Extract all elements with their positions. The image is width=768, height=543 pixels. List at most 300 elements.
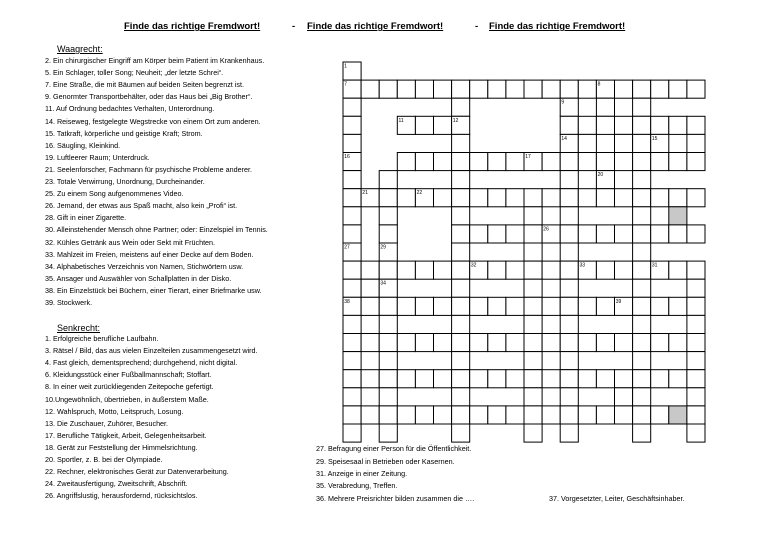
grid-cell[interactable] [524, 370, 542, 388]
grid-cell[interactable] [470, 225, 488, 243]
grid-cell[interactable] [524, 225, 542, 243]
grid-cell[interactable] [524, 243, 542, 261]
grid-cell[interactable] [524, 261, 542, 279]
grid-number: 32 [470, 262, 477, 269]
clue-item: 22. Rechner, elektronisches Gerät zur Datenverarbeitung. [45, 467, 229, 477]
grid-cell[interactable] [415, 406, 433, 424]
grid-cell[interactable] [361, 80, 379, 98]
clue-item: 4. Fast gleich, dementsprechend; durchgehend, nicht digital. [45, 358, 238, 368]
grid-cell[interactable] [343, 388, 361, 406]
grid-cell[interactable] [470, 153, 488, 171]
grid-cell[interactable] [397, 153, 415, 171]
clue-item: 21. Seelenforscher, Fachmann für psychische Probleme anderer. [45, 164, 252, 174]
grid-cell[interactable] [633, 134, 651, 152]
grid-cell[interactable] [687, 315, 705, 333]
grid-cell[interactable] [452, 334, 470, 352]
grid-cell[interactable] [488, 225, 506, 243]
grid-cell[interactable] [560, 261, 578, 279]
clue-item: 19. Luftleerer Raum; Unterdruck. [45, 152, 150, 162]
grid-cell[interactable] [578, 189, 596, 207]
grid-cell[interactable] [633, 261, 651, 279]
grid-cell[interactable] [669, 116, 687, 134]
grid-cell[interactable] [687, 279, 705, 297]
grid-cell[interactable] [506, 189, 524, 207]
grid-cell[interactable] [524, 80, 542, 98]
clue-item: 1. Erfolgreiche berufliche Laufbahn. [45, 334, 159, 343]
grid-number: 1 [344, 63, 347, 70]
grid-cell[interactable] [397, 370, 415, 388]
clue-item: 14. Reiseweg, festgelegte Wegstrecke von einem Ort zum anderen. [45, 116, 261, 126]
clue-item: 13. Die Zuschauer, Zuhörer, Besucher. [45, 418, 169, 428]
grid-cell[interactable] [343, 334, 361, 352]
grid-cell[interactable] [452, 352, 470, 370]
grid-cell[interactable] [343, 189, 361, 207]
grid-cell[interactable] [651, 225, 669, 243]
grid-cell[interactable] [524, 406, 542, 424]
grid-cell[interactable] [560, 352, 578, 370]
grid-cell[interactable] [578, 153, 596, 171]
grid-cell[interactable] [452, 279, 470, 297]
grid-cell[interactable] [651, 153, 669, 171]
grid-cell[interactable] [434, 261, 452, 279]
grid-cell[interactable] [651, 406, 669, 424]
grid-cell[interactable] [506, 225, 524, 243]
grid-cell[interactable] [687, 370, 705, 388]
grid-cell[interactable] [669, 225, 687, 243]
grid-cell[interactable] [361, 334, 379, 352]
grid-cell[interactable] [452, 315, 470, 333]
grid-cell[interactable] [578, 406, 596, 424]
grid-cell[interactable] [379, 80, 397, 98]
grid-cell[interactable] [470, 406, 488, 424]
grid-cell[interactable] [633, 171, 651, 189]
grid-cell[interactable] [506, 297, 524, 315]
grid-cell[interactable] [434, 116, 452, 134]
grid-cell[interactable] [596, 98, 614, 116]
grid-cell[interactable] [415, 80, 433, 98]
grid-number: 26 [543, 226, 549, 233]
grid-cell[interactable] [687, 153, 705, 171]
grid-number: 22 [416, 190, 423, 197]
grid-cell[interactable] [488, 297, 506, 315]
grid-cell[interactable] [560, 370, 578, 388]
grid-cell[interactable] [633, 334, 651, 352]
grid-cell[interactable] [669, 80, 687, 98]
grid-cell[interactable] [687, 225, 705, 243]
grid-number: 38 [344, 298, 350, 305]
grid-cell[interactable] [615, 406, 633, 424]
grid-cell[interactable] [524, 424, 542, 442]
grid-cell[interactable] [615, 225, 633, 243]
grid-cell[interactable] [524, 279, 542, 297]
grid-cell[interactable] [379, 225, 397, 243]
clue-item: 35. Verabredung, Treffen. [316, 481, 398, 490]
grid-cell[interactable] [361, 370, 379, 388]
grid-cell[interactable] [578, 334, 596, 352]
grid-cell[interactable] [596, 116, 614, 134]
grid-cell[interactable] [379, 315, 397, 333]
grid-cell[interactable] [343, 315, 361, 333]
grid-cell[interactable] [415, 370, 433, 388]
grid-cell[interactable] [633, 98, 651, 116]
grid-cell[interactable] [452, 134, 470, 152]
grid-cell[interactable] [578, 370, 596, 388]
clue-item: 3. Rätsel / Bild, das aus vielen Einzelteilen zusammengesetzt wird. [45, 346, 258, 356]
grid-cell[interactable] [669, 261, 687, 279]
grid-cell[interactable] [560, 388, 578, 406]
grid-number: 33 [579, 262, 586, 269]
grid-cell[interactable] [379, 352, 397, 370]
grid-cell[interactable] [470, 80, 488, 98]
grid-cell[interactable] [343, 134, 361, 152]
grid-number: 29 [380, 244, 386, 251]
grid-cell[interactable] [687, 116, 705, 134]
grid-number: 31 [651, 262, 658, 269]
clue-item: 29. Speisesaal in Betrieben oder Kasernen. [316, 457, 455, 466]
grid-cell[interactable] [488, 334, 506, 352]
grid-cell[interactable] [542, 370, 560, 388]
grid-cell[interactable] [379, 406, 397, 424]
grid-cell[interactable] [452, 98, 470, 116]
grid-cell[interactable] [361, 261, 379, 279]
clue-item: 36. Mehrere Preisrichter bilden zusammen die …. [316, 494, 475, 503]
grid-cell[interactable] [669, 153, 687, 171]
clue-item: 24. Zweitausfertigung, Zweitschrift, Abschrift. [45, 479, 188, 489]
clue-item: 31. Anzeige in einer Zeitung. [316, 469, 408, 478]
grid-cell[interactable] [687, 261, 705, 279]
grid-cell[interactable] [560, 171, 578, 189]
grid-cell[interactable] [669, 370, 687, 388]
grid-cell[interactable] [343, 370, 361, 388]
grid-cell[interactable] [615, 388, 633, 406]
grid-cell[interactable] [542, 153, 560, 171]
grid-cell[interactable] [578, 225, 596, 243]
grid-cell[interactable] [669, 297, 687, 315]
grid-cell[interactable] [524, 297, 542, 315]
clue-item: 27. Befragung einer Person für die Öffentlichkeit. [316, 444, 472, 453]
grid-cell[interactable] [488, 261, 506, 279]
grid-cell[interactable] [470, 189, 488, 207]
grid-cell[interactable] [633, 279, 651, 297]
grid-cell[interactable] [470, 370, 488, 388]
grid-cell[interactable] [560, 116, 578, 134]
grid-cell[interactable] [633, 207, 651, 225]
grid-number: 20 [597, 172, 604, 179]
grid-cell[interactable] [542, 334, 560, 352]
grid-cell[interactable] [596, 370, 614, 388]
clue-item: 12. Wahlspruch, Motto, Leitspruch, Losung. [45, 406, 184, 416]
grid-cell[interactable] [343, 98, 361, 116]
grid-cell[interactable] [379, 334, 397, 352]
grid-cell[interactable] [687, 406, 705, 424]
grid-cell[interactable] [470, 297, 488, 315]
clue-item: 26. Angriffslustig, herausfordernd, rücksichtslos. [45, 491, 198, 501]
grid-number: 14 [561, 135, 567, 142]
grid-cell[interactable] [651, 370, 669, 388]
grid-cell[interactable] [542, 261, 560, 279]
grid-cell[interactable] [452, 424, 470, 442]
grid-cell[interactable] [379, 388, 397, 406]
grid-cell[interactable] [452, 243, 470, 261]
grid-cell[interactable] [560, 243, 578, 261]
grid-cell[interactable] [560, 424, 578, 442]
grid-cell[interactable] [452, 297, 470, 315]
clue-item: 32. Kühles Getränk aus Wein oder Sekt mit Früchten. [45, 237, 216, 247]
grid-cell[interactable] [452, 153, 470, 171]
grid-cell[interactable] [379, 261, 397, 279]
grid-cell[interactable] [542, 80, 560, 98]
grid-number: 17 [525, 154, 531, 160]
clue-item: 28. Gift in einer Zigarette. [45, 213, 127, 223]
grid-cell[interactable] [633, 189, 651, 207]
grid-cell[interactable] [633, 225, 651, 243]
grid-cell[interactable] [578, 297, 596, 315]
grid-cell[interactable] [578, 116, 596, 134]
grid-cell[interactable] [415, 297, 433, 315]
grid-cell[interactable] [633, 243, 651, 261]
clue-item: 37. Vorgesetzter, Leiter, Geschäftsinhaber. [549, 494, 685, 503]
grid-cell[interactable] [397, 297, 415, 315]
grid-cell[interactable] [542, 189, 560, 207]
grid-number: 15 [651, 135, 658, 142]
grid-cell[interactable] [415, 261, 433, 279]
grid-number: 12 [452, 117, 459, 124]
grid-cell[interactable] [397, 189, 415, 207]
grid-cell[interactable] [343, 406, 361, 424]
grid-cell[interactable] [687, 189, 705, 207]
down-heading: Senkrecht: [57, 323, 101, 333]
grid-cell[interactable] [596, 153, 614, 171]
grid-cell[interactable] [687, 388, 705, 406]
title-2: Finde das richtige Fremdwort! [307, 21, 444, 32]
title-separator-2: - [475, 21, 479, 32]
clue-item: 16. Säugling, Kleinkind. [45, 140, 121, 150]
grid-cell[interactable] [687, 80, 705, 98]
grid-cell[interactable] [560, 80, 578, 98]
grid-cell[interactable] [379, 370, 397, 388]
grid-cell[interactable] [633, 406, 651, 424]
clue-item: 2. Ein chirurgischer Eingriff am Körper beim Patient im Krankenhaus. [45, 56, 265, 65]
grid-cell[interactable] [687, 334, 705, 352]
clue-item: 30. Alleinstehender Mensch ohne Partner; oder: Einzelspiel im Tennis. [45, 225, 268, 235]
clue-item: 15. Tatkraft, körperliche und geistige Kraft; Strom. [45, 128, 203, 138]
grid-cell[interactable] [560, 189, 578, 207]
grid-cell[interactable] [615, 261, 633, 279]
grid-cell[interactable] [524, 352, 542, 370]
grid-cell[interactable] [651, 189, 669, 207]
grid-cell[interactable] [506, 334, 524, 352]
grid-cell[interactable] [434, 80, 452, 98]
grid-cell[interactable] [615, 189, 633, 207]
grid-cell[interactable] [615, 134, 633, 152]
grid-cell[interactable] [615, 370, 633, 388]
grid-cell[interactable] [343, 171, 361, 189]
grid-cell[interactable] [452, 370, 470, 388]
grid-cell[interactable] [379, 424, 397, 442]
grid-cell[interactable] [470, 334, 488, 352]
title-1: Finde das richtige Fremdwort! [124, 21, 261, 32]
grid-cell[interactable] [488, 189, 506, 207]
clue-item: 5. Ein Schlager, toller Song; Neuheit; „der letzte Schrei“. [45, 68, 224, 78]
grid-cell[interactable] [415, 334, 433, 352]
grid-cell[interactable] [633, 315, 651, 333]
grid-cell[interactable] [434, 406, 452, 424]
clue-item: 20. Sportler, z. B. bei der Olympiade. [45, 455, 163, 464]
grid-number: 21 [362, 190, 368, 197]
grid-cell[interactable] [343, 207, 361, 225]
grid-cell[interactable] [687, 297, 705, 315]
grid-cell[interactable] [379, 171, 397, 189]
grid-cell[interactable] [615, 153, 633, 171]
grid-number: 11 [398, 117, 404, 124]
grid-cell[interactable] [651, 334, 669, 352]
grid-cell[interactable] [506, 153, 524, 171]
grid-cell[interactable] [343, 424, 361, 442]
grid-cell[interactable] [524, 315, 542, 333]
grid-cell[interactable] [669, 334, 687, 352]
clue-item: 18. Gerät zur Feststellung der Himmelsrichtung. [45, 442, 198, 452]
title-3: Finde das richtige Fremdwort! [489, 21, 626, 32]
clue-item: 6. Kleidungsstück einer Fußballmannschaft; Stoffart. [45, 370, 212, 380]
grid-cell[interactable] [452, 207, 470, 225]
grid-cell[interactable] [343, 225, 361, 243]
grid-cell[interactable] [488, 153, 506, 171]
grid-cell[interactable] [596, 189, 614, 207]
title-separator-1: - [292, 21, 296, 32]
grid-cell[interactable] [596, 261, 614, 279]
grid-cell[interactable] [560, 207, 578, 225]
grid-cell[interactable] [651, 116, 669, 134]
grid-cell[interactable] [633, 370, 651, 388]
grid-cell[interactable] [452, 171, 470, 189]
grid-cell[interactable] [524, 189, 542, 207]
grid-cell[interactable] [687, 424, 705, 442]
grid-cell[interactable] [669, 189, 687, 207]
grid-number: 16 [344, 154, 350, 160]
grid-cell[interactable] [615, 116, 633, 134]
grid-cell[interactable] [687, 134, 705, 152]
grid-cell[interactable] [379, 297, 397, 315]
grid-cell[interactable] [560, 315, 578, 333]
clue-item: 38. Ein Einzelstück bei Büchern, einer Tierart, einer Briefmarke usw. [45, 285, 262, 295]
grid-cell[interactable] [434, 297, 452, 315]
grid-cell[interactable] [633, 424, 651, 442]
grid-cell[interactable] [633, 116, 651, 134]
grid-number: 34 [380, 280, 386, 287]
grid-cell[interactable] [343, 261, 361, 279]
grid-cell[interactable] [506, 80, 524, 98]
clue-item: 23. Totale Verwirrung, Unordnung, Durcheinander. [45, 177, 205, 186]
clue-item: 11. Auf Ordnung bedachtes Verhalten, Unterordnung. [45, 104, 215, 114]
grid-cell[interactable] [434, 334, 452, 352]
grid-cell[interactable] [434, 370, 452, 388]
grid-cell[interactable] [343, 279, 361, 297]
grid-cell[interactable] [633, 80, 651, 98]
grid-cell[interactable] [434, 153, 452, 171]
grid-cell[interactable] [361, 406, 379, 424]
grid-cell[interactable] [687, 352, 705, 370]
grid-cell[interactable] [633, 153, 651, 171]
grid-cell[interactable] [560, 225, 578, 243]
grid-cell[interactable] [452, 406, 470, 424]
grid-cell[interactable] [397, 80, 415, 98]
grid-cell[interactable] [488, 406, 506, 424]
clue-item: 25. Zu einem Song aufgenommenes Video. [45, 189, 184, 199]
clue-item: 26. Jemand, der etwas aus Spaß macht, also kein „Profi“ ist. [45, 201, 238, 211]
grid-cell[interactable] [397, 261, 415, 279]
grid-cell[interactable] [596, 334, 614, 352]
grid-cell[interactable] [361, 279, 379, 297]
grid-cell[interactable] [633, 297, 651, 315]
clue-item: 8. In einer weit zurückliegenden Zeitepoche gefertigt. [45, 382, 214, 392]
clue-item: 33. Mahlzeit im Freien, meistens auf einer Decke auf dem Boden. [45, 249, 254, 259]
grid-cell[interactable] [578, 134, 596, 152]
grid-cell[interactable] [669, 207, 687, 225]
grid-cell[interactable] [560, 153, 578, 171]
grid-cell[interactable] [488, 80, 506, 98]
grid-cell[interactable] [669, 406, 687, 424]
grid-cell[interactable] [651, 297, 669, 315]
grid-cell[interactable] [343, 352, 361, 370]
clue-item: 10.Ungewöhnlich, übertrieben, in äußerstem Maße. [45, 394, 209, 404]
grid-cell[interactable] [596, 297, 614, 315]
grid-cell[interactable] [633, 388, 651, 406]
grid-cell[interactable] [452, 225, 470, 243]
grid-cell[interactable] [379, 189, 397, 207]
grid-cell[interactable] [506, 406, 524, 424]
grid-cell[interactable] [506, 261, 524, 279]
clue-item: 35. Ansager und Auswähler von Schallplatten in der Disko. [45, 273, 232, 283]
grid-cell[interactable] [651, 80, 669, 98]
grid-cell[interactable] [560, 297, 578, 315]
grid-cell[interactable] [434, 189, 452, 207]
grid-cell[interactable] [415, 153, 433, 171]
grid-cell[interactable] [596, 406, 614, 424]
grid-cell[interactable] [596, 225, 614, 243]
grid-cell[interactable] [452, 261, 470, 279]
grid-cell[interactable] [560, 334, 578, 352]
grid-cell[interactable] [560, 406, 578, 424]
grid-cell[interactable] [615, 334, 633, 352]
grid-cell[interactable] [524, 207, 542, 225]
grid-number: 7 [344, 81, 347, 88]
clue-item: 7. Eine Straße, die mit Bäumen auf beiden Seiten begrenzt ist. [45, 80, 244, 90]
grid-cell[interactable] [615, 80, 633, 98]
clue-item: 9. Genormter Transportbehälter, oder das Haus bei „Big Brother“. [45, 92, 253, 102]
grid-cell[interactable] [542, 406, 560, 424]
grid-cell[interactable] [506, 370, 524, 388]
grid-cell[interactable] [524, 388, 542, 406]
grid-cell[interactable] [361, 297, 379, 315]
grid-cell[interactable] [343, 116, 361, 134]
grid-cell[interactable] [578, 80, 596, 98]
grid-cell[interactable] [452, 388, 470, 406]
grid-cell[interactable] [560, 279, 578, 297]
grid-number: 8 [597, 81, 601, 88]
grid-number: 9 [561, 99, 565, 106]
across-heading: Waagrecht: [57, 44, 103, 54]
grid-cell[interactable] [379, 207, 397, 225]
grid-cell[interactable] [488, 370, 506, 388]
grid-cell[interactable] [542, 297, 560, 315]
grid-cell[interactable] [452, 189, 470, 207]
grid-cell[interactable] [633, 352, 651, 370]
grid-cell[interactable] [452, 80, 470, 98]
grid-cell[interactable] [415, 116, 433, 134]
grid-cell[interactable] [397, 334, 415, 352]
grid-cell[interactable] [397, 406, 415, 424]
grid-cell[interactable] [524, 334, 542, 352]
